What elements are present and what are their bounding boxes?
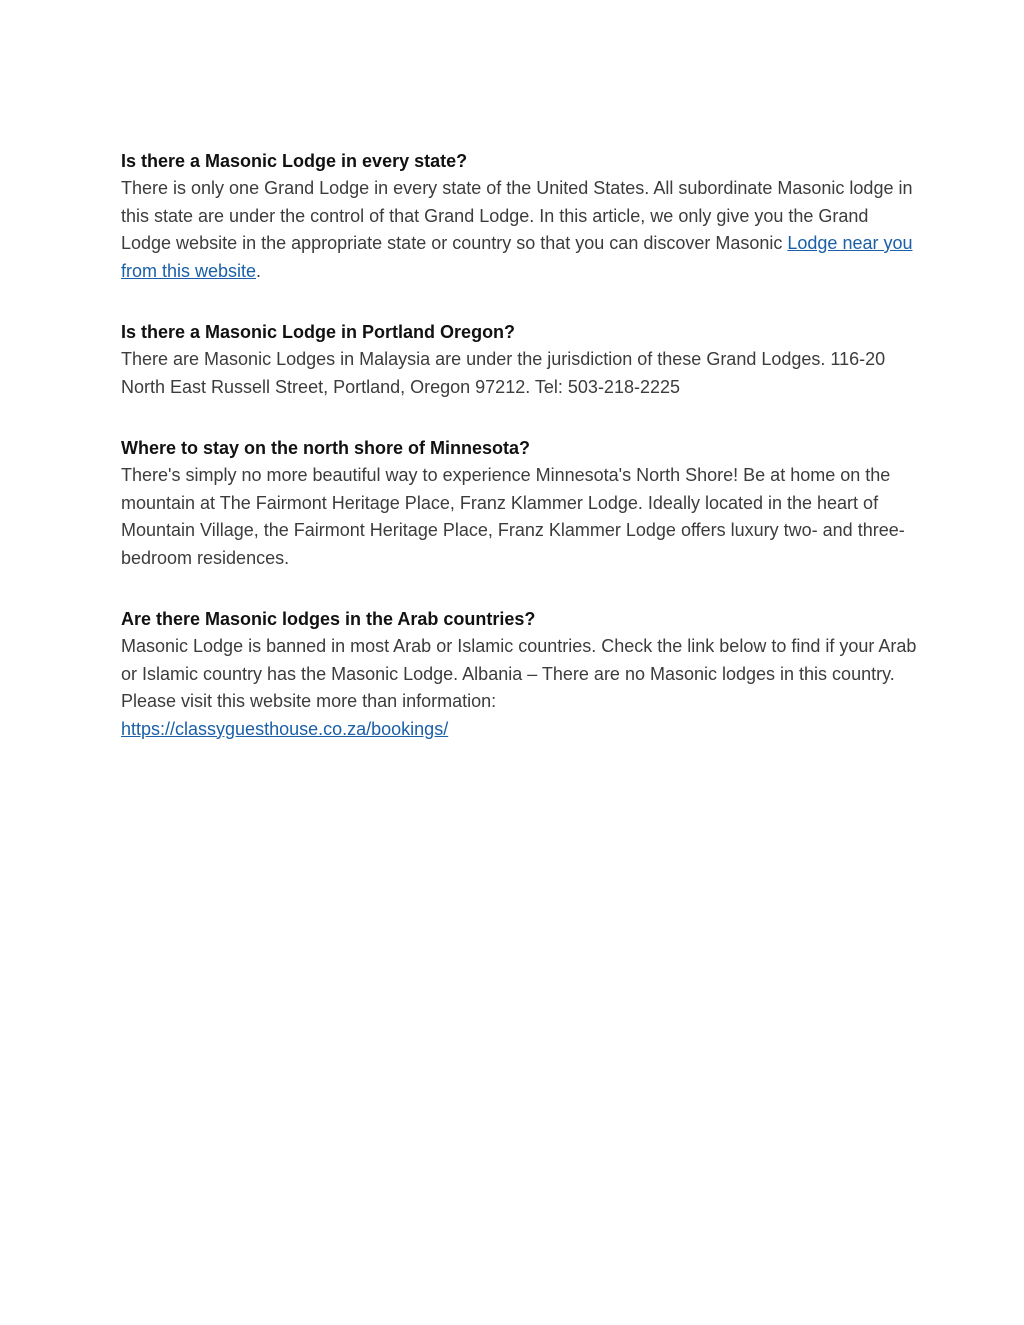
bookings-url-link[interactable]: https://classyguesthouse.co.za/bookings/ — [121, 718, 449, 739]
faq-section-minnesota — [121, 434, 921, 572]
faq-section-every-state — [121, 147, 921, 285]
faq-answer-text: There is only one Grand Lodge in every state of the United States. All subordinate Masonic lodge in this state are under the control of that Grand Lodge. In this article, we only give you the Grand Lodge website in the appropriate state or country so that you can discover Masonic — [121, 178, 913, 253]
faq-answer — [121, 175, 921, 285]
faq-answer-period: . — [256, 260, 262, 281]
faq-section-portland — [121, 318, 921, 401]
faq-question: Are there Masonic lodges in the Arab countries? — [121, 609, 536, 629]
faq-question: Is there a Masonic Lodge in every state? — [121, 151, 468, 171]
lodge-near-you-link[interactable]: Lodge near you from this website — [121, 233, 913, 281]
faq-question: Where to stay on the north shore of Minnesota? — [121, 438, 531, 458]
faq-question: Is there a Masonic Lodge in Portland Oregon? — [121, 322, 516, 342]
faq-answer: There's simply no more beautiful way to experience Minnesota's North Shore! Be at home on the mountain at The Fairmont Heritage Place, Franz Klammer Lodge. Ideally located in the heart of Mountain Village, the Fairmont Heritage Place, Franz Klammer Lodge offers luxury two- and three-bedroom residences. — [121, 465, 905, 568]
faq-answer — [121, 633, 921, 743]
document-page — [121, 147, 921, 776]
faq-answer-text: Masonic Lodge is banned in most Arab or Islamic countries. Check the link below to find if your Arab or Islamic country has the Masonic Lodge. Albania – There are no Masonic lodges in this country. Please visit this website more than information: — [121, 636, 917, 711]
faq-answer: There are Masonic Lodges in Malaysia are under the jurisdiction of these Grand Lodges. 116-20 North East Russell Street, Portland, Oregon 97212. Tel: 503-218-2225 — [121, 349, 886, 397]
faq-section-arab-countries — [121, 605, 921, 743]
